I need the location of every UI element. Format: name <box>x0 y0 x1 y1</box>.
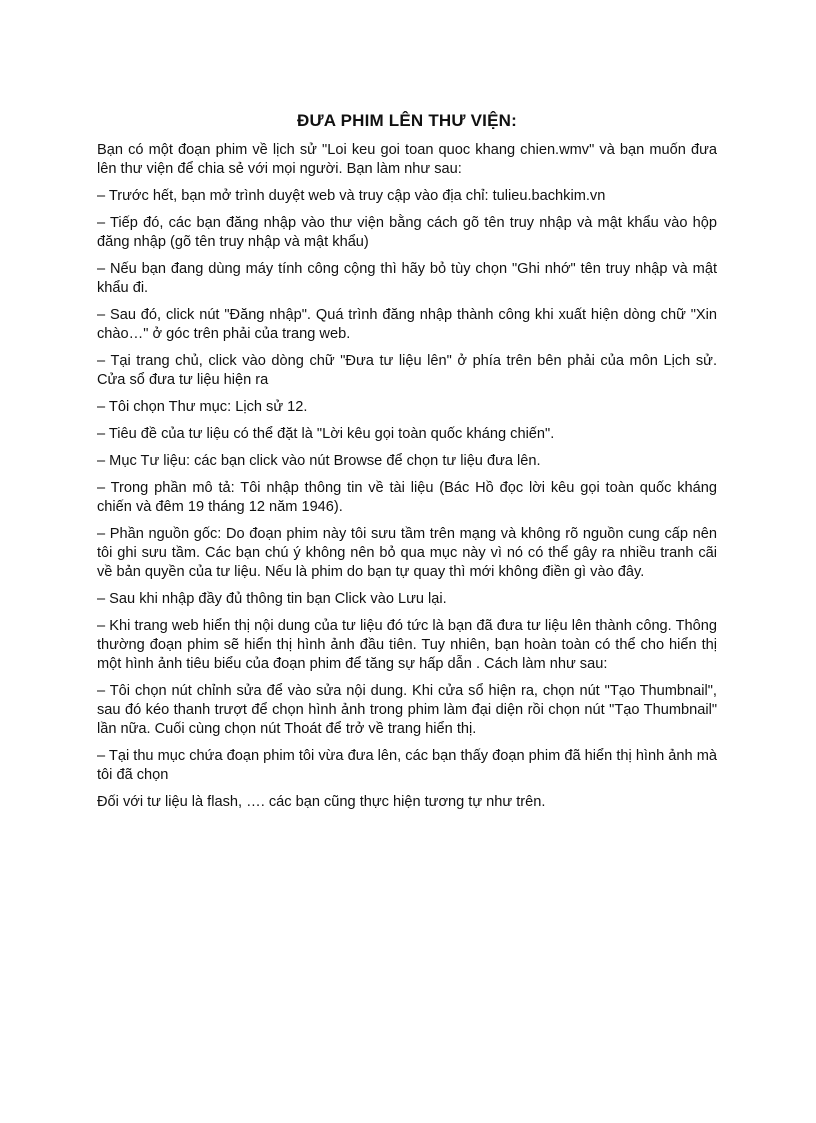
paragraph-step-browse: – Mục Tư liệu: các bạn click vào nút Browse để chọn tư liệu đưa lên. <box>97 453 541 469</box>
paragraph-step-open-browser: – Trước hết, bạn mở trình duyệt web và truy cập vào địa chỉ: tulieu.bachkim.vn <box>97 188 606 204</box>
paragraph-step-description: – Trong phần mô tả: Tôi nhập thông tin về tài liệu (Bác Hồ đọc lời kêu gọi toàn quốc kháng chiến và đêm 19 tháng 12 năm 1946). <box>97 480 717 515</box>
document-body <box>97 141 717 820</box>
paragraph-intro: Bạn có một đoạn phim về lịch sử "Loi keu goi toan quoc khang chien.wmv" và bạn muốn đưa lên thư viện để chia sẻ với mọi người. Bạn làm như sau: <box>97 142 717 177</box>
paragraph-step-thumbnail: – Tôi chọn nút chỉnh sửa để vào sửa nội dung. Khi cửa sổ hiện ra, chọn nút "Tạo Thumbnail", sau đó kéo thanh trượt để chọn hình ảnh trong phim làm đại diện rồi chọn nút "Tạo Thumbnail" lần nữa. Cuối cùng chọn nút Thoát để trở về trang hiển thị. <box>97 683 717 737</box>
paragraph-step-login-credentials: – Tiếp đó, các bạn đăng nhập vào thư viện bằng cách gõ tên truy nhập và mật khẩu vào hộp đăng nhập (gõ tên truy nhập và mật khẩu) <box>97 215 717 250</box>
paragraph-step-folder: – Tôi chọn Thư mục: Lịch sử 12. <box>97 399 308 415</box>
paragraph-step-public-computer: – Nếu bạn đang dùng máy tính công cộng thì hãy bỏ tùy chọn "Ghi nhớ" tên truy nhập và mật khẩu đi. <box>97 261 717 296</box>
paragraph-step-title: – Tiêu đề của tư liệu có thể đặt là "Lời kêu gọi toàn quốc kháng chiến". <box>97 426 555 442</box>
paragraph-step-folder-view: – Tại thu mục chứa đoạn phim tôi vừa đưa lên, các bạn thấy đoạn phim đã hiển thị hình ảnh mà tôi đã chọn <box>97 748 717 783</box>
paragraph-flash-note: Đối với tư liệu là flash, …. các bạn cũng thực hiện tương tự như trên. <box>97 794 546 810</box>
paragraph-step-click-login: – Sau đó, click nút "Đăng nhập". Quá trình đăng nhập thành công khi xuất hiện dòng chữ "Xin chào…" ở góc trên phải của trang web. <box>97 307 717 342</box>
paragraph-step-source: – Phần nguồn gốc: Do đoạn phim này tôi sưu tầm trên mạng và không rõ nguồn cung cấp nên tôi ghi sưu tầm. Các bạn chú ý không nên bỏ qua mục này vì nó có thể gây ra nhiều tranh cãi về bản quyền của tư liệu. Nếu là phim do bạn tự quay thì mới không điền gì vào đây. <box>97 526 717 580</box>
paragraph-step-result: – Khi trang web hiển thị nội dung của tư liệu đó tức là bạn đã đưa tư liệu lên thành công. Thông thường đoạn phim sẽ hiển thị hình ảnh đầu tiên. Tuy nhiên, bạn hoàn toàn có thể cho hiển thị một hình ảnh tiêu biểu của đoạn phim để tăng sự hấp dẫn . Cách làm như sau: <box>97 618 717 672</box>
paragraph-step-upload-link: – Tại trang chủ, click vào dòng chữ "Đưa tư liệu lên" ở phía trên bên phải của môn Lịch sử. Cửa sổ đưa tư liệu hiện ra <box>97 353 717 388</box>
paragraph-step-save: – Sau khi nhập đầy đủ thông tin bạn Click vào Lưu lại. <box>97 591 447 607</box>
document-title: ĐƯA PHIM LÊN THƯ VIỆN: <box>297 111 517 130</box>
